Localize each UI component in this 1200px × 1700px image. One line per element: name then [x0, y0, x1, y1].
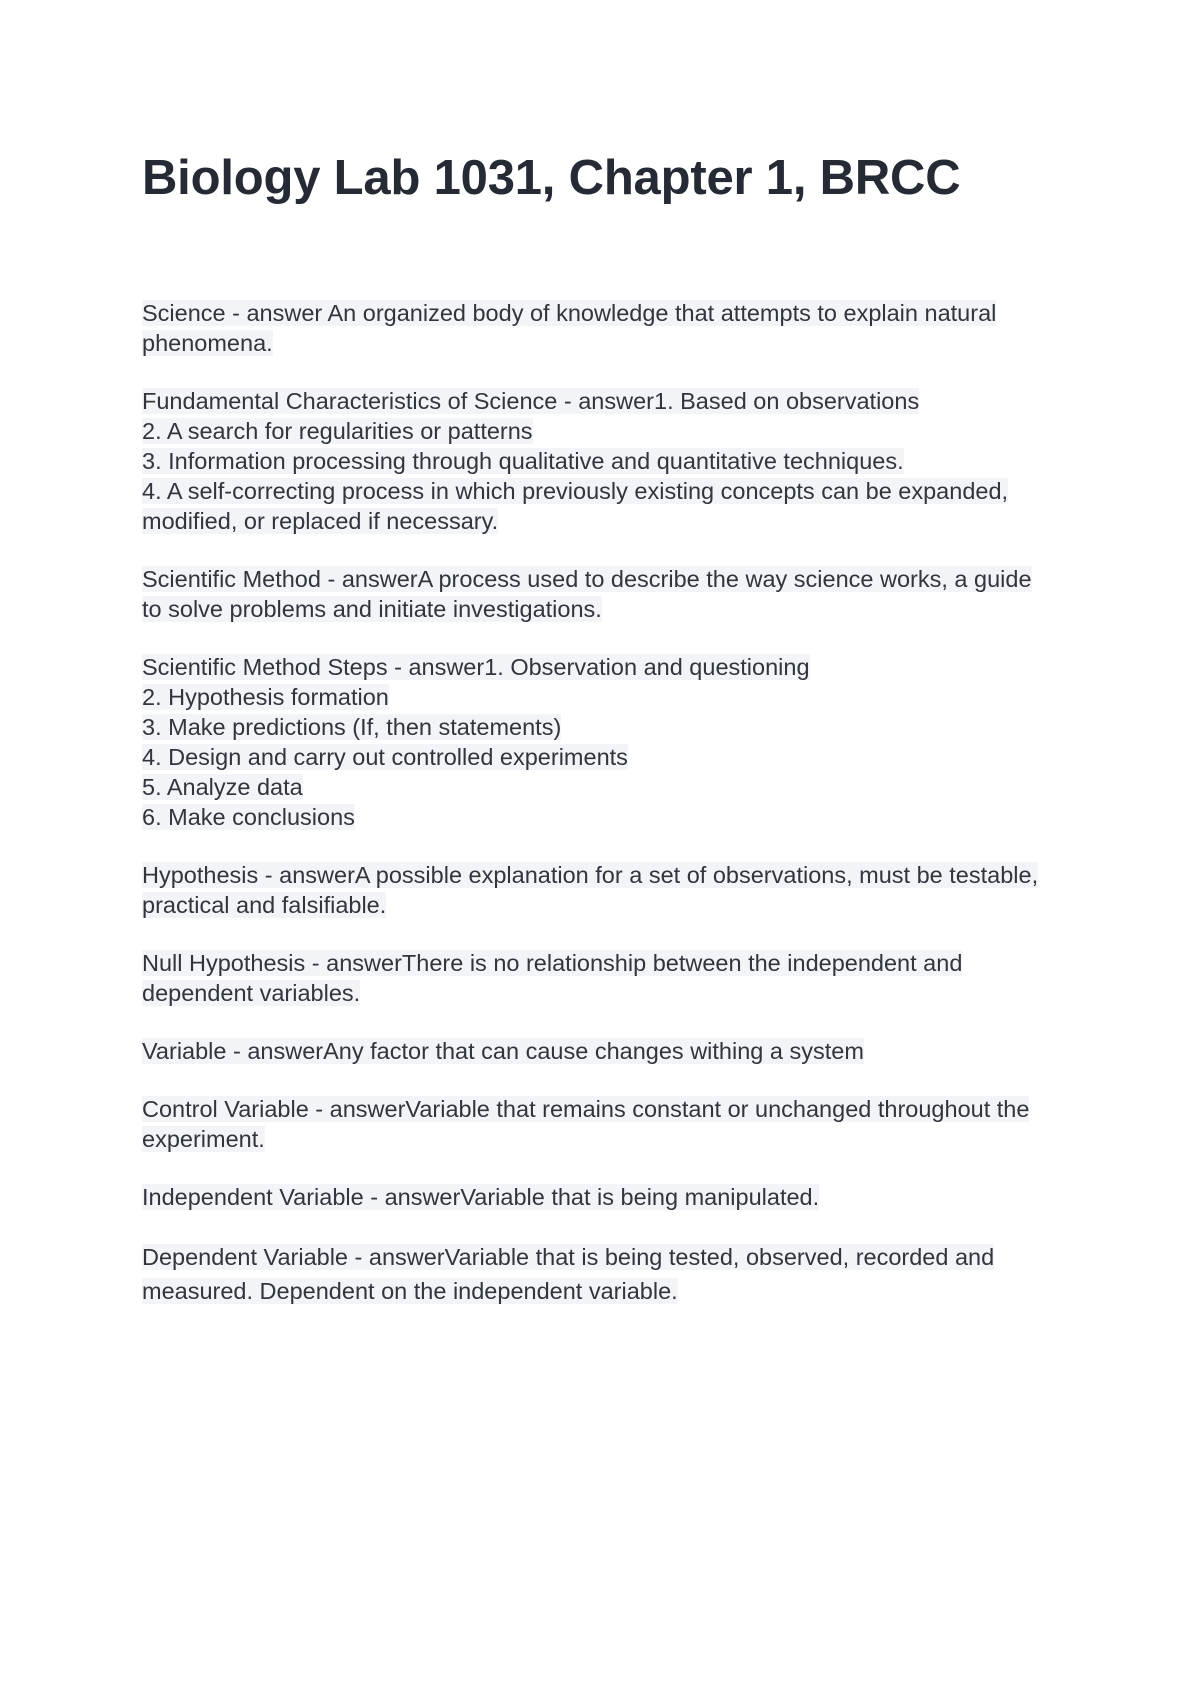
entry-variable: [142, 1036, 1062, 1066]
entry-line: Science - answer An organized body of knowledge that attempts to explain natural: [142, 300, 997, 327]
entry-line: Null Hypothesis - answerThere is no relationship between the independent and: [142, 950, 963, 977]
entry-line: 3. Make predictions (If, then statements): [142, 714, 562, 741]
entry-scientific-method-steps: [142, 652, 1062, 832]
entry-line: measured. Dependent on the independent variable.: [142, 1278, 678, 1305]
entry-line: Independent Variable - answerVariable that is being manipulated.: [142, 1184, 820, 1211]
entry-line: 4. Design and carry out controlled experiments: [142, 744, 628, 771]
entry-independent-variable: [142, 1182, 1062, 1212]
entry-line: Hypothesis - answerA possible explanation for a set of observations, must be testable,: [142, 862, 1039, 889]
entry-line: Scientific Method - answerA process used to describe the way science works, a guide: [142, 566, 1032, 593]
entry-line: phenomena.: [142, 330, 273, 357]
entry-dependent-variable: [142, 1240, 1062, 1308]
document-page: [142, 150, 1062, 1336]
document-title: Biology Lab 1031, Chapter 1, BRCC: [142, 151, 961, 205]
entry-hypothesis: [142, 860, 1062, 920]
entry-line: dependent variables.: [142, 980, 361, 1007]
entry-line: 2. A search for regularities or patterns: [142, 418, 533, 445]
entry-fundamental-characteristics: [142, 386, 1062, 536]
entry-null-hypothesis: [142, 948, 1062, 1008]
entry-scientific-method: [142, 564, 1062, 624]
entry-line: 4. A self-correcting process in which previously existing concepts can be expanded,: [142, 478, 1009, 505]
entry-line: practical and falsifiable.: [142, 892, 387, 919]
entry-line: 3. Information processing through qualitative and quantitative techniques.: [142, 448, 904, 475]
entry-line: Scientific Method Steps - answer1. Observation and questioning: [142, 654, 810, 681]
entry-science: [142, 298, 1062, 358]
entry-line: modified, or replaced if necessary.: [142, 508, 499, 535]
entry-line: experiment.: [142, 1126, 265, 1153]
entry-line: Fundamental Characteristics of Science - answer1. Based on observations: [142, 388, 920, 415]
entry-line: Control Variable - answerVariable that remains constant or unchanged throughout the: [142, 1096, 1030, 1123]
entry-line: to solve problems and initiate investigations.: [142, 596, 602, 623]
entry-line: Dependent Variable - answerVariable that is being tested, observed, recorded and: [142, 1244, 995, 1271]
entry-control-variable: [142, 1094, 1062, 1154]
entry-line: 6. Make conclusions: [142, 804, 355, 831]
entry-line: 2. Hypothesis formation: [142, 684, 389, 711]
entry-line: Variable - answerAny factor that can cause changes withing a system: [142, 1038, 864, 1065]
entry-line: 5. Analyze data: [142, 774, 303, 801]
